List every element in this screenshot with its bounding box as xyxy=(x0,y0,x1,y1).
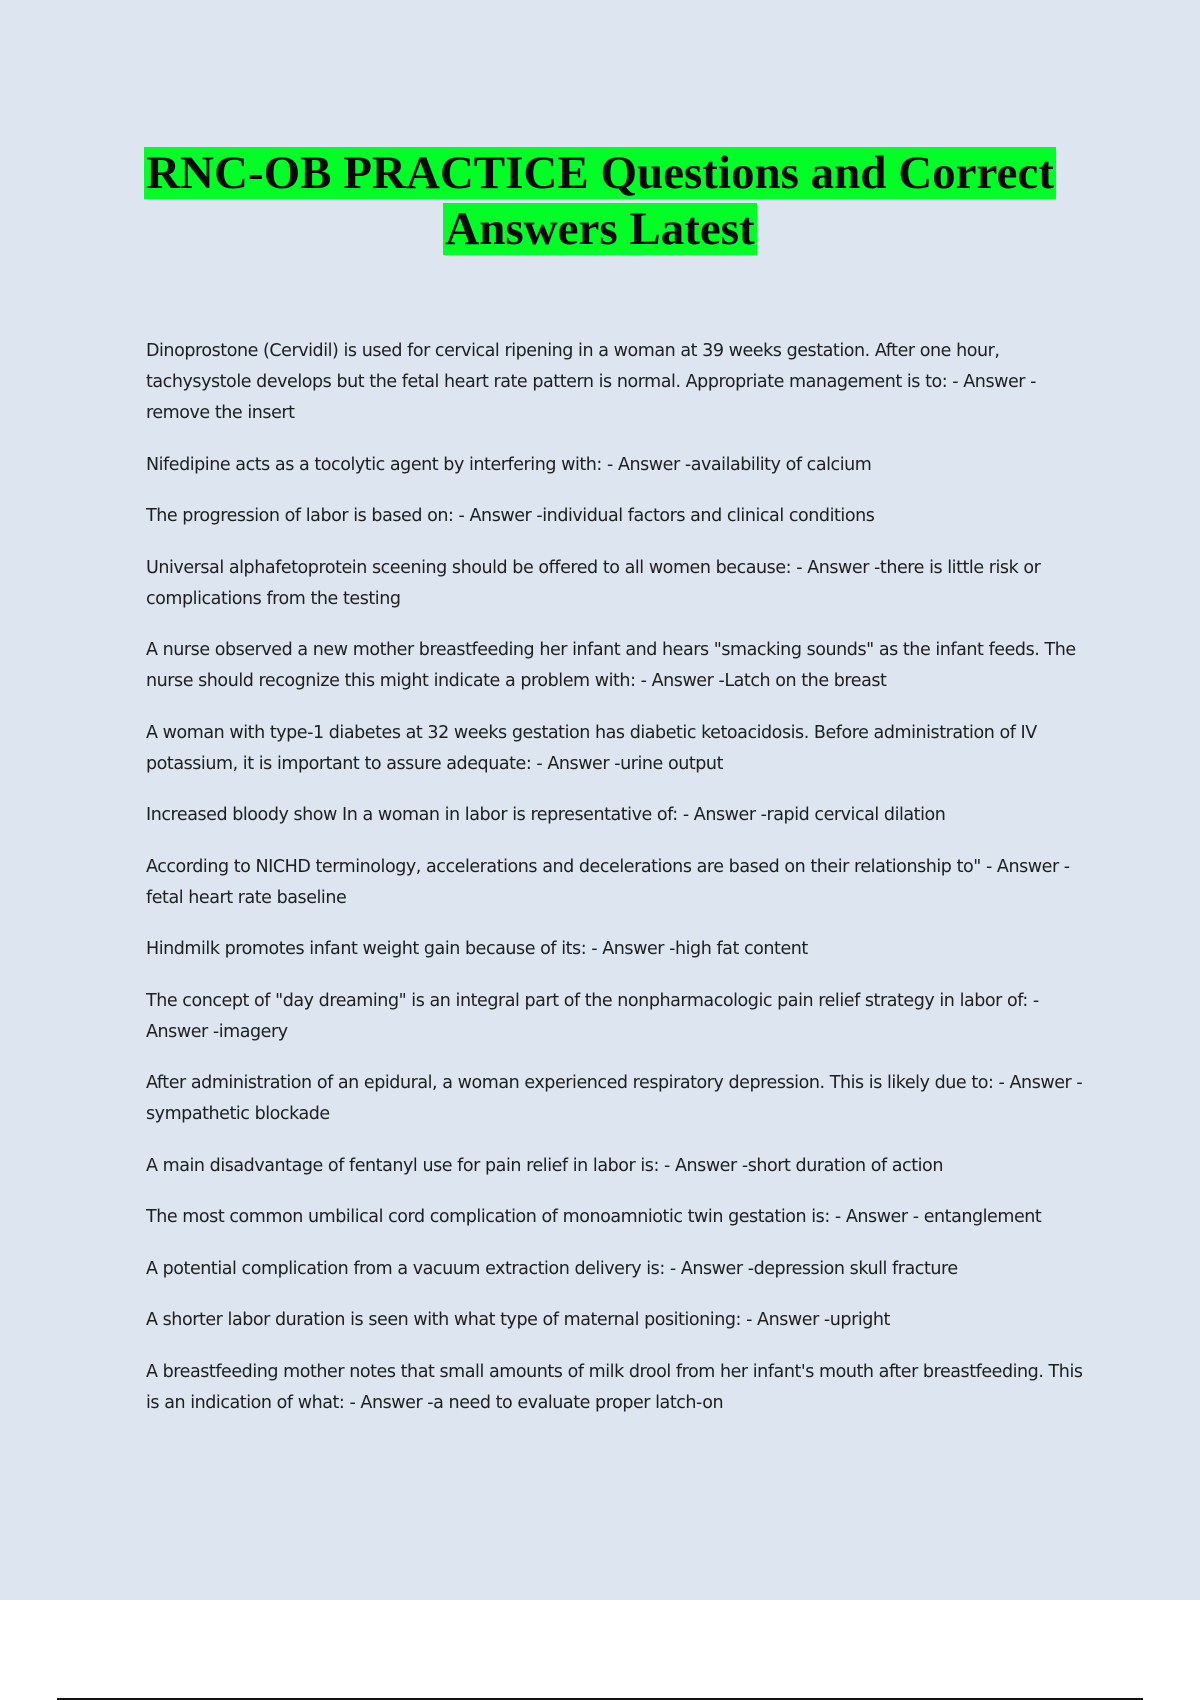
qa-item: According to NICHD terminology, accelerations and decelerations are based on their relationship to" - Answer -fetal heart rate baseline xyxy=(146,856,1070,908)
qa-item: The progression of labor is based on: - Answer -individual factors and clinical conditions xyxy=(146,506,875,526)
qa-item: The concept of "day dreaming" is an integral part of the nonpharmacologic pain relief strategy in labor of: - Answer -imagery xyxy=(146,990,1039,1042)
qa-item: A nurse observed a new mother breastfeeding her infant and hears "smacking sounds" as the infant feeds. The nurse should recognize this might indicate a problem with: - Answer -Latch on the breast xyxy=(146,640,1076,691)
title-line-1: RNC-OB PRACTICE Questions and Correct xyxy=(146,147,1054,199)
title-line-2: Answers Latest xyxy=(445,203,755,255)
qa-item: The most common umbilical cord complication of monoamniotic twin gestation is: - Answer - entanglement xyxy=(146,1207,1042,1227)
qa-item: Nifedipine acts as a tocolytic agent by interfering with: - Answer -availability of calcium xyxy=(146,454,872,475)
qa-item: A breastfeeding mother notes that small amounts of milk drool from her infant's mouth after breastfeeding. This is an indication of what: - Answer -a need to evaluate proper latch-on xyxy=(146,1361,1083,1413)
qa-item: A woman with type-1 diabetes at 32 weeks gestation has diabetic ketoacidosis. Before administration of IV potassium, it is important to assure adequate: - Answer -urine output xyxy=(146,722,1037,774)
qa-item: A potential complication from a vacuum extraction delivery is: - Answer -depression skull fracture xyxy=(146,1258,958,1279)
qa-item: Dinoprostone (Cervidil) is used for cervical ripening in a woman at 39 weeks gestation. After one hour, tachysystole develops but the fetal heart rate pattern is normal. Appropriate management is to: - Answer -remove the insert xyxy=(146,341,1037,423)
qa-item: Hindmilk promotes infant weight gain because of its: - Answer -high fat content xyxy=(146,939,808,959)
qa-list xyxy=(146,336,1092,1439)
qa-item: A shorter labor duration is seen with what type of maternal positioning: - Answer -upright xyxy=(146,1310,890,1330)
qa-item: Increased bloody show In a woman in labor is representative of: - Answer -rapid cervical dilation xyxy=(146,805,946,825)
qa-item: A main disadvantage of fentanyl use for pain relief in labor is: - Answer -short duration of action xyxy=(146,1155,943,1176)
document-title xyxy=(110,145,1090,257)
qa-item: Universal alphafetoprotein sceening should be offered to all women because: - Answer -there is little risk or complications from the testing xyxy=(146,557,1041,609)
qa-item: After administration of an epidural, a woman experienced respiratory depression. This is likely due to: - Answer -sympathetic blockade xyxy=(146,1073,1083,1124)
